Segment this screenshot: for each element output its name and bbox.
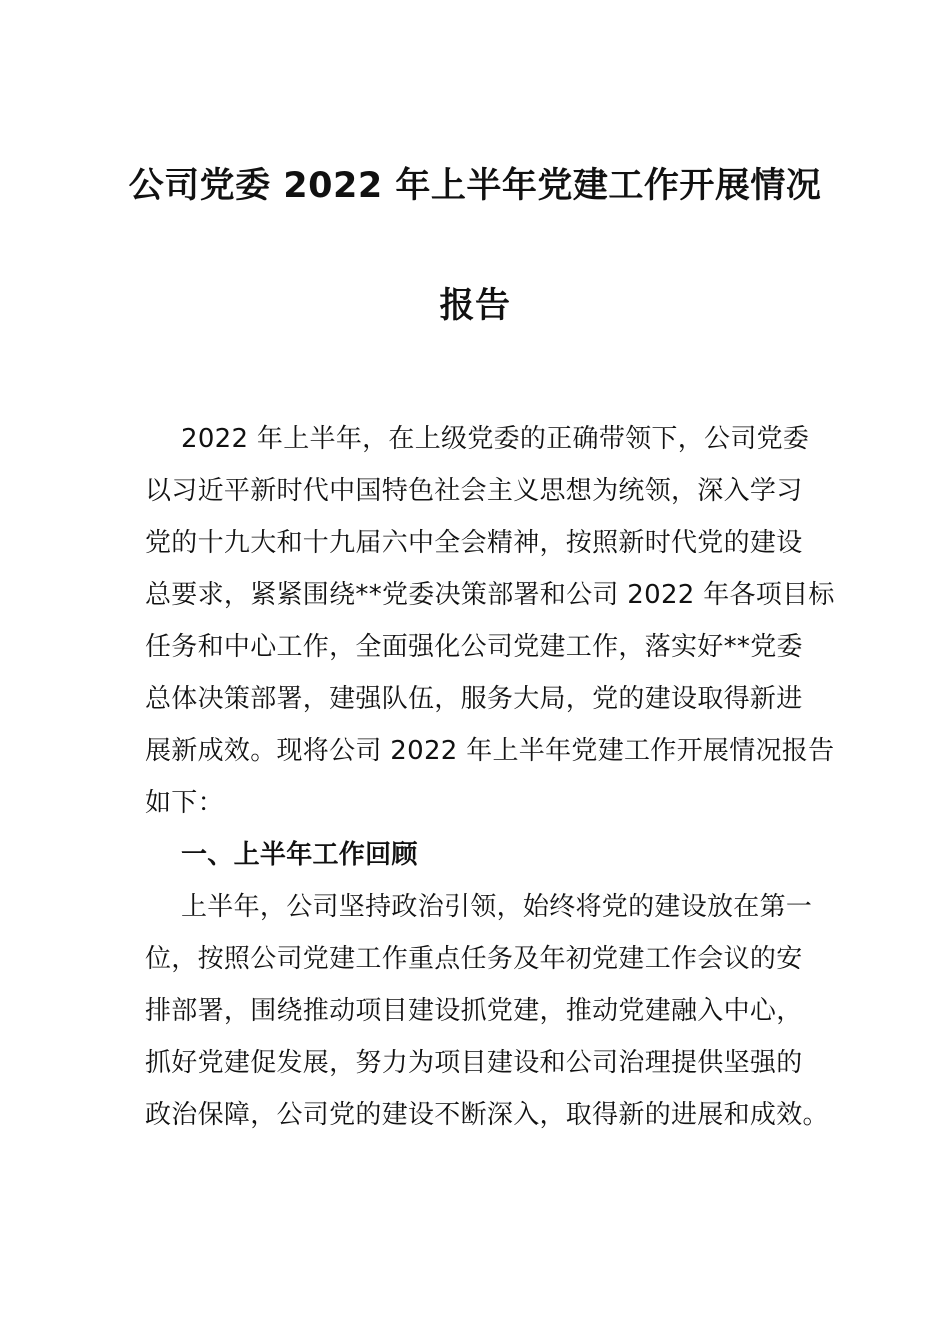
intro-line-5: 任务和中心工作，全面强化公司党建工作，落实好**党委	[145, 632, 803, 662]
intro-line-2: 以习近平新时代中国特色社会主义思想为统领，深入学习	[145, 476, 803, 506]
section-heading: 一、上半年工作回顾	[181, 840, 418, 870]
document-title-line-2: 报告	[439, 286, 511, 326]
section-line-2: 位，按照公司党建工作重点任务及年初党建工作会议的安	[145, 944, 803, 974]
intro-line-4: 总要求，紧紧围绕**党委决策部署和公司 2022 年各项目标	[145, 580, 835, 610]
document-title-line-1: 公司党委 2022 年上半年党建工作开展情况	[128, 166, 822, 206]
intro-line-1: 2022 年上半年，在上级党委的正确带领下，公司党委	[181, 424, 810, 454]
section-line-3: 排部署，围绕推动项目建设抓党建，推动党建融入中心，	[145, 996, 803, 1026]
intro-line-8: 如下：	[145, 788, 224, 818]
section-line-1: 上半年，公司坚持政治引领，始终将党的建设放在第一	[181, 892, 813, 922]
intro-line-6: 总体决策部署，建强队伍，服务大局，党的建设取得新进	[145, 684, 803, 714]
section-line-4: 抓好党建促发展，努力为项目建设和公司治理提供坚强的	[145, 1048, 803, 1078]
intro-line-3: 党的十九大和十九届六中全会精神，按照新时代党的建设	[145, 528, 803, 558]
section-line-5: 政治保障，公司党的建设不断深入，取得新的进展和成效。	[145, 1100, 829, 1130]
intro-line-7: 展新成效。现将公司 2022 年上半年党建工作开展情况报告	[145, 736, 835, 766]
